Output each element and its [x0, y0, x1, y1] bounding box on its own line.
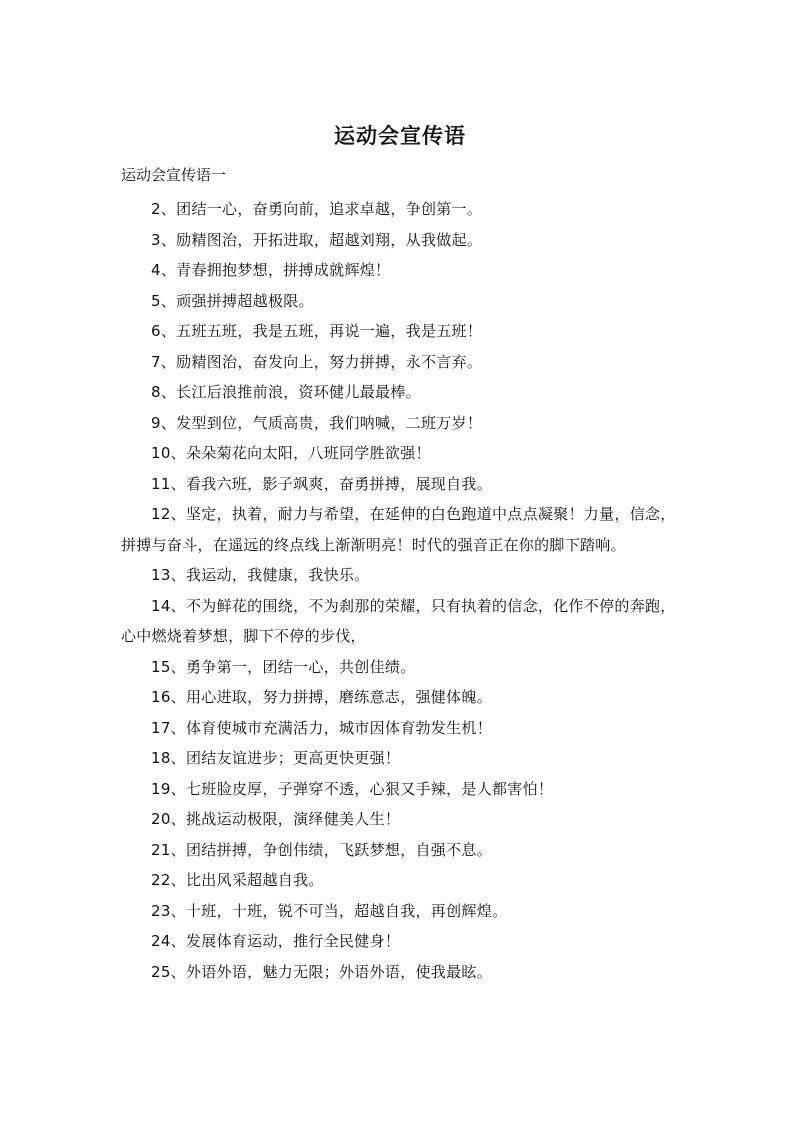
slogan-item: 21、团结拼搏，争创伟绩，飞跃梦想，自强不息。	[151, 840, 492, 859]
slogan-item: 8、长江后浪推前浪，资环健儿最最棒。	[151, 383, 421, 401]
slogan-item: 10、朵朵菊花向太阳，八班同学胜欲强！	[151, 444, 431, 462]
slogan-item: 3、励精图治，开拓进取，超越刘翔，从我做起。	[151, 230, 483, 249]
slogan-item: 20、挑战运动极限，演绎健美人生！	[151, 810, 401, 828]
slogan-item: 24、发展体育运动，推行全民健身！	[151, 932, 401, 950]
slogan-item: 19、七班脸皮厚，子弹穿不透，心狠又手辣，是人都害怕！	[151, 779, 554, 798]
slogan-list	[121, 194, 681, 987]
slogan-item: 2、团结一心，奋勇向前，追求卓越，争创第一。	[151, 200, 483, 218]
slogan-item: 22、比出风采超越自我。	[151, 871, 324, 889]
page-title: 运动会宣传语	[334, 124, 466, 148]
slogan-item: 13、我运动，我健康，我快乐。	[151, 566, 370, 584]
section-heading: 运动会宣传语一	[121, 166, 227, 184]
slogan-item: 18、团结友谊进步；更高更快更强！	[151, 749, 401, 767]
slogan-item: 15、勇争第一，团结一心，共创佳绩。	[151, 657, 416, 676]
slogan-item: 6、五班五班，我是五班，再说一遍，我是五班！	[151, 322, 483, 340]
slogan-item: 5、顽强拼搏超越极限。	[151, 291, 314, 310]
slogan-item: 7、励精图治，奋发向上，努力拼搏，永不言弃。	[151, 352, 483, 371]
slogan-item: 14、不为鲜花的围绕，不为刹那的荣耀，只有执着的信念，化作不停的奔跑，心中燃烧着梦想，脚下不停的步伐，	[121, 596, 676, 645]
slogan-item: 23、十班，十班，锐不可当，超越自我，再创辉煌。	[151, 901, 508, 920]
slogan-item: 17、体育使城市充满活力，城市因体育勃发生机！	[151, 718, 492, 737]
slogan-item: 12、坚定，执着，耐力与希望，在延伸的白色跑道中点点凝聚！力量，信念，拼搏与奋斗，在遥远的终点线上渐渐明亮！时代的强音正在你的脚下踏响。	[121, 505, 676, 554]
slogan-item: 11、看我六班，影子飒爽，奋勇拼搏，展现自我。	[151, 474, 492, 493]
slogan-item: 9、发型到位，气质高贵，我们呐喊，二班万岁！	[151, 413, 483, 432]
slogan-item: 16、用心进取，努力拼搏，磨练意志，强健体魄。	[151, 688, 492, 706]
slogan-item: 4、青春拥抱梦想，拼搏成就辉煌！	[151, 261, 391, 279]
slogan-item: 25、外语外语，魅力无限；外语外语，使我最眩。	[151, 962, 492, 981]
